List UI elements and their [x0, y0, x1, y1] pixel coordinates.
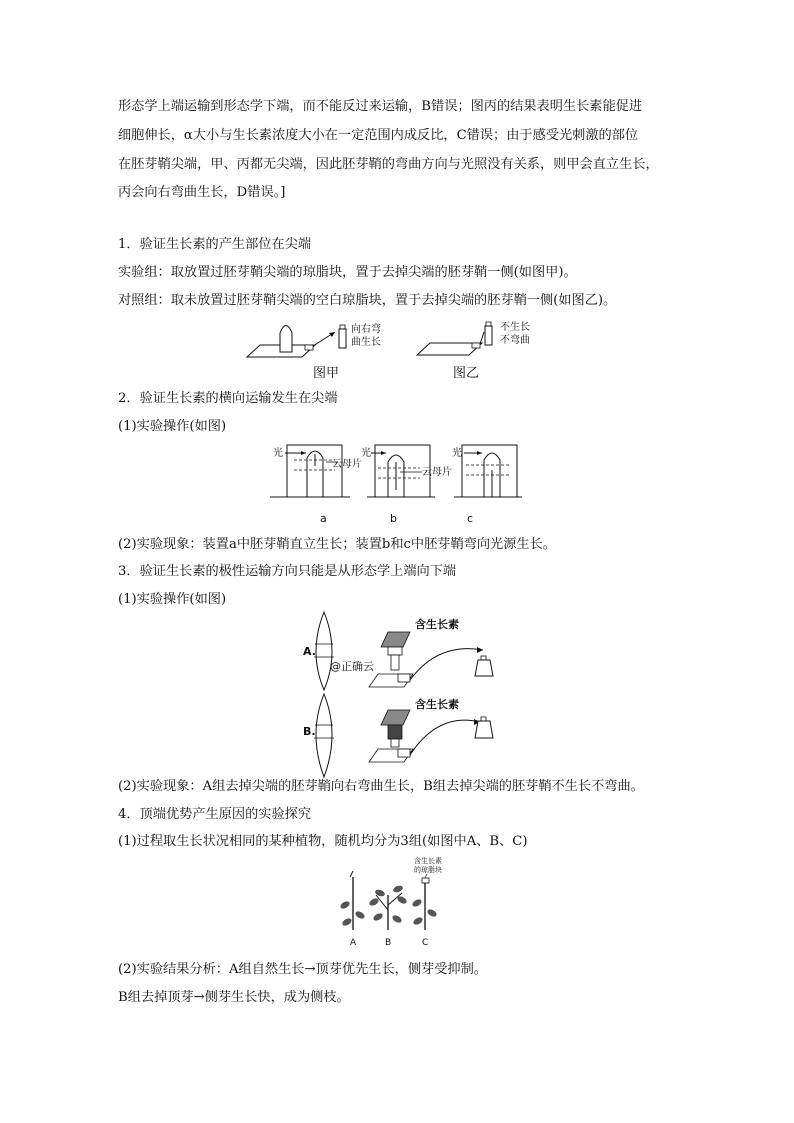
light-label: 光 — [452, 448, 462, 459]
plant-a-label: A — [350, 938, 357, 948]
plant-b-label: B — [385, 938, 392, 948]
section-2-observation: (2)实验现象：装置a中胚芽鞘直立生长；装置b和c中胚芽鞘弯向光源生长。 — [118, 537, 556, 552]
experiment-group-text: 实验组：取放置过胚芽鞘尖端的琼脂块，置于去掉尖端的胚芽鞘一侧(如图甲)。 — [118, 265, 577, 280]
mica-label: 云母片 — [332, 459, 362, 470]
fig-b-label-2: 不弯曲 — [500, 335, 530, 346]
control-group-text: 对照组：取未放置过胚芽鞘尖端的空白琼脂块，置于去掉尖端的胚芽鞘一侧(如图乙)。 — [118, 293, 617, 308]
figure-4 — [330, 855, 450, 950]
section-4-title: 4．顶端优势产生原因的实验探究 — [118, 807, 312, 822]
fig-b-label-1: 不生长 — [500, 322, 530, 333]
paragraph-line: 在胚芽鞘尖端，甲、丙都无尖端，因此胚芽鞘的弯曲方向与光照没有关系，则甲会直立生长， — [118, 157, 659, 172]
section-4-analysis-2: B组去掉顶芽→侧芽生长快，成为侧枝。 — [118, 990, 350, 1005]
group-a-label: A. — [303, 645, 316, 658]
section-3-observation: (2)实验现象：A组去掉尖端的胚芽鞘向右弯曲生长，B组去掉尖端的胚芽鞘不生长不弯曲。 — [118, 779, 644, 794]
paragraph-line: 丙会向右弯曲生长，D错误。] — [118, 185, 286, 200]
agar-label-1: 含生长素 — [414, 857, 442, 865]
device-b-label: b — [390, 512, 397, 525]
figure-3-drawing — [298, 612, 508, 777]
section-4-process: (1)过程取生长状况相同的某种植物，随机均分为3组(如图中A、B、C) — [118, 834, 528, 849]
section-2-operation: (1)实验操作(如图) — [118, 419, 227, 434]
section-3-operation: (1)实验操作(如图) — [118, 592, 227, 607]
section-1-title: 1．验证生长素的产生部位在尖端 — [118, 237, 312, 252]
paragraph-line: 细胞伸长，α大小与生长素浓度大小在一定范围内成反比，C错误；由于感受光刺激的部位 — [118, 128, 639, 143]
device-a-label: a — [320, 512, 327, 525]
caption-figure-a: 图甲 — [313, 366, 340, 381]
light-label: 光 — [361, 448, 371, 459]
section-4-analysis: (2)实验结果分析：A组自然生长→顶芽优先生长，侧芽受抑制。 — [118, 962, 487, 977]
figure-4-drawing — [330, 855, 450, 950]
agar-label-2: 的琼脂块 — [414, 866, 442, 874]
mica-label: 云母片 — [422, 467, 452, 478]
device-c-label: c — [467, 512, 474, 525]
caption-figure-b: 图乙 — [453, 366, 480, 381]
light-label: 光 — [273, 448, 283, 459]
figure-2-drawing — [270, 440, 530, 530]
figure-2 — [270, 440, 530, 530]
fig-a-label-2: 曲生长 — [351, 337, 381, 348]
auxin-label: 含生长素 — [415, 698, 459, 711]
watermark: @正确云 — [330, 660, 374, 673]
paragraph-line: 形态学上端运输到形态学下端，而不能反过来运输，B错误；图丙的结果表明生长素能促进 — [118, 99, 642, 114]
section-3-title: 3．验证生长素的极性运输方向只能是从形态学上端向下端 — [118, 564, 457, 579]
plant-c-label: C — [422, 938, 429, 948]
section-2-title: 2．验证生长素的横向运输发生在尖端 — [118, 391, 338, 406]
figure-3 — [298, 612, 508, 777]
auxin-label: 含生长素 — [415, 618, 459, 631]
fig-a-label-1: 向右弯 — [351, 324, 381, 335]
group-b-label: B. — [303, 725, 316, 738]
